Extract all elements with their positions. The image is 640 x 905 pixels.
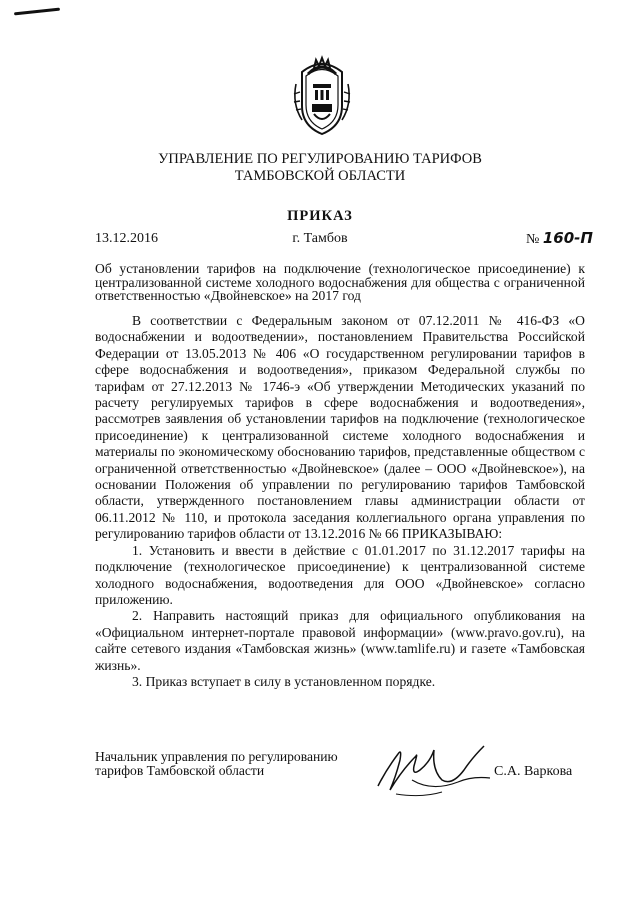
signatory-name: С.А. Варкова <box>494 764 573 779</box>
document-type-title: ПРИКАЗ <box>287 208 353 224</box>
document-body <box>95 313 585 690</box>
position-line-1: Начальник управления по регулированию <box>95 749 338 764</box>
number-prefix: № <box>526 232 540 247</box>
document-subject: Об установлении тарифов на подключение (технологическое присоединение) к централизованной системе холодного водоснабжения для общества с ограниченной ответственностью «Двойневское» на 2017 год <box>95 261 585 303</box>
org-line-1: УПРАВЛЕНИЕ ПО РЕГУЛИРОВАНИЮ ТАРИФОВ <box>158 151 482 167</box>
organization-name <box>0 151 640 185</box>
body-preamble: В соответствии с Федеральным законом от 07.12.2011 № 416-ФЗ «О водоснабжении и водоотведении», постановлением Правительства Российской Федерации от 13.05.2013 № 406 «О государственном регулировании тарифов в сфере водоснабжения и водоотведения», приказом Федеральной службы по тарифам от 27.12.2013 № 1746-э «Об утверждении Методических указаний по расчету регулируемых тарифов в сфере водоснабжения и водоотведения», рассмотрев заявления об установлении тарифов на подключение (технологическое присоединение) к централизованной системе холодного водоснабжения и материалы по экономическому обоснованию тарифов, представленные обществом с ограниченной ответственностью «Двойневское» (далее – ООО «Двойневское»), на основании Положения об управлении по регулированию тарифов Тамбовской области, утвержденного постановлением главы администрации области от 06.11.2012 № 110, и протокола заседания коллегиального органа управления по регулированию тарифов области от 13.12.2016 № 66 ПРИКАЗЫВАЮ: <box>95 313 585 542</box>
position-line-2: тарифов Тамбовской области <box>95 762 265 778</box>
handwritten-signature <box>372 740 502 800</box>
document-date: 13.12.2016 <box>95 231 158 246</box>
document-city: г. Тамбов <box>292 231 348 246</box>
document-number <box>526 229 593 248</box>
body-item-1: 1. Установить и ввести в действие с 01.01.2017 по 31.12.2017 тарифы на подключение (технологическое присоединение) к централизованной системе холодного водоснабжения, водоотведения для ООО «Двойневское» согласно приложению. <box>95 542 585 607</box>
handwritten-number: 160-П <box>542 229 593 247</box>
coat-of-arms-emblem <box>288 54 356 138</box>
signatory-position <box>95 750 338 777</box>
body-item-3: 3. Приказ вступает в силу в установленном порядке. <box>132 673 436 689</box>
org-line-2: ТАМБОВСКОЙ ОБЛАСТИ <box>234 168 406 184</box>
body-item-2: 2. Направить настоящий приказ для официального опубликования на «Официальном интернет-портале правовой информации» (www.pravo.gov.ru), на сайте сетевого издания «Тамбовская жизнь» (www.tamlife.ru) и газете «Тамбовская жизнь». <box>95 608 585 673</box>
margin-pen-stroke <box>14 8 60 16</box>
